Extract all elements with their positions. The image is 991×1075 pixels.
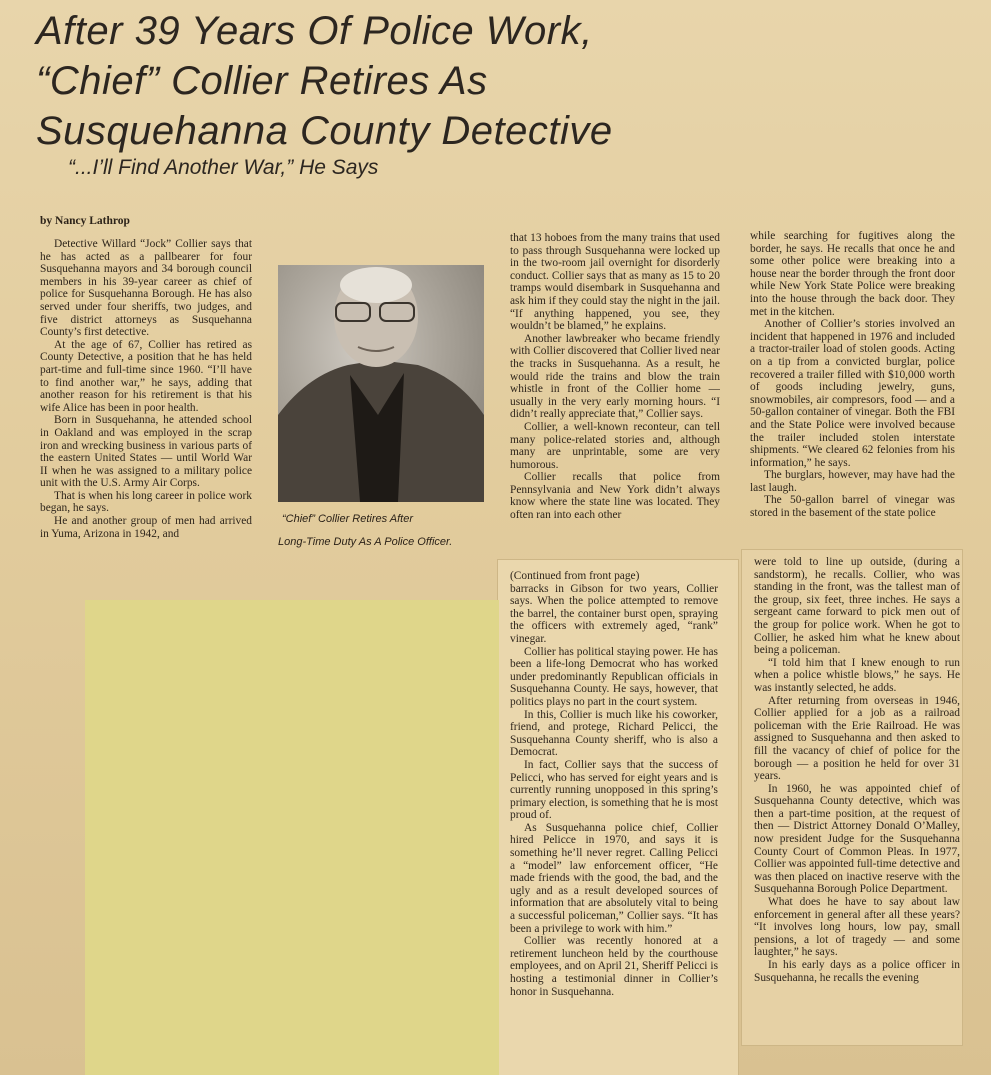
portrait-figure <box>278 265 484 502</box>
paragraph: Born in Susquehanna, he attended school in Oakland and was employed in the scrap iron and wrecking business in various parts of the eastern United States — until World War II when he was assigned to a military police unit with the U.S. Army Air Corps. <box>40 414 252 490</box>
headline-line-2: “Chief” Collier Retires As <box>36 59 488 103</box>
paragraph: After returning from overseas in 1946, Collier applied for a job as a railroad policeman with the Erie Railroad. He was assigned to Susquehanna and then asked to fill the vacancy of chief of police for the borough — a position he held for over 31 years. <box>754 694 960 783</box>
article-column-1 <box>40 238 252 600</box>
headline-line-3: Susquehanna County Detective <box>36 109 613 153</box>
paragraph: In 1960, he was appointed chief of Susquehanna County detective, which was then a part-time position, at the request of then — District Attorney Donald O’Malley, now president Judge for the Susquehanna County Court of Common Pleas. In 1977, Collier was appointed full-time detective and was then placed on inactive reserve with the Susquehanna Borough Police Department. <box>754 782 960 896</box>
paragraph: Detective Willard “Jock” Collier says that he has acted as a pallbearer for four Susquehanna mayors and 34 borough council members in his 39-year career as chief of police for Susquehanna Borough. He has also served under four sheriffs, two judges, and five district attorneys as Susquehanna County’s first detective. <box>40 238 252 339</box>
paragraph: Another lawbreaker who became friendly with Collier discovered that Collier lived near the tracks in Susquehanna. As a result, he would ride the trains and blow the train whistle in front of the Collier home — usually in the very early morning hours. “I didn’t really appreciate that,” Collier says. <box>510 332 720 421</box>
paragraph: were told to line up outside, (during a sandstorm), he recalls. Collier, who was standing in the front, was the tallest man of the group, six feet, three inches. He says a sergeant came forward to pick men out of the group for police work. When he got to Collier, he asked him what he knew about being a policeman. <box>754 556 960 657</box>
paragraph: “I told him that I knew enough to run when a police whistle blows,” he says. He was instantly selected, he adds. <box>754 656 960 694</box>
photo-caption-line-2: Long-Time Duty As A Police Officer. <box>278 536 453 548</box>
paragraph: Collier, a well-known reconteur, can tell many police-related stories and, although many are unprintable, some are very humorous. <box>510 420 720 471</box>
paragraph: that 13 hoboes from the many trains that used to pass through Susquehanna were locked up in the two-room jail overnight for disorderly conduct. Collier says that as many as 15 to 20 tramps would disembark in Susquehanna and ask him if they could stay the night in the jail. “If anything happened, you see, they wouldn’t be blamed,” he explains. <box>510 232 720 333</box>
paragraph: while searching for fugitives along the border, he says. He recalls that once he and some other police were breaking into a house near the border through the front door while New York State Police were breaking into the house through the back door. They met in the kitchen. <box>750 230 955 318</box>
article-column-3 <box>750 230 955 550</box>
paragraph: At the age of 67, Collier has retired as County Detective, a position that he has held part-time and full-time since 1960. “I’ll have to find another war,” he says, adding that another reason for his retirement is that his wife Alice has been in poor health. <box>40 338 252 414</box>
paragraph: The 50-gallon barrel of vinegar was stored in the basement of the state police <box>750 494 955 520</box>
paragraph: In this, Collier is much like his coworker, friend, and protege, Richard Pelicci, the Susquehanna County sheriff, who is also a Democrat. <box>510 708 718 759</box>
paragraph: The burglars, however, may have had the last laugh. <box>750 469 955 494</box>
article-column-5 <box>754 556 960 1042</box>
paragraph: What does he have to say about law enforcement in general after all these years? “It involves long hours, low pay, small pensions, a lot of tragedy — and some laughter,” he says. <box>754 896 960 959</box>
paragraph: Collier was recently honored at a retirement luncheon held by the courthouse employees, and on April 21, Sheriff Pelicci is hosting a testimonial dinner in Collier’s honor in Susquehanna. <box>510 935 718 998</box>
article-column-2 <box>510 232 720 568</box>
paragraph: As Susquehanna police chief, Collier hired Pelicce in 1970, and says it is something he’ll never regret. Calling Pelicci a “model” law enforcement officer, “He made friends with the good, the bad, and the ugly and as a result developed sources of information that are absolutely vital to being a successful policeman,” Collier says. “It has been a privilege to work with him.” <box>510 821 718 935</box>
paragraph: Collier recalls that police from Pennsylvania and New York didn’t always know where the state line was located. They often ran into each other <box>510 471 720 522</box>
redaction-block <box>85 600 499 1075</box>
continued-label: (Continued from front page) <box>510 570 640 582</box>
paragraph: In fact, Collier says that the success of Pelicci, who has served for eight years and is currently running unopposed in this spring’s primary election, is something that he is most proud of. <box>510 758 718 822</box>
paragraph: barracks in Gibson for two years, Collier says. When the police attempted to remove the barrel, the container burst open, spraying the officers with extremely aged, “rank” vinegar. <box>510 582 718 645</box>
subheadline: “...I’ll Find Another War,” He Says <box>68 156 379 179</box>
article-column-4 <box>510 570 718 1070</box>
portrait-photo <box>278 265 484 502</box>
paragraph: He and another group of men had arrived in Yuma, Arizona in 1942, and <box>40 515 252 540</box>
paragraph: Another of Collier’s stories involved an incident that happened in 1976 and included a tractor-trailer load of stolen goods. Acting on a tip from a convicted burglar, police recovered a trailer filled with $10,000 worth of goods including jewelry, guns, snowmobiles, air compresors, food — and a 50-gallon container of vinegar. Both the FBI and the State Police were involved because the trailer included stolen interstate shipments. “We cleared 62 felonies from his information,” he says. <box>750 318 955 469</box>
paragraph: That is when his long career in police work began, he says. <box>40 489 252 515</box>
headline-line-1: After 39 Years Of Police Work, <box>36 9 593 53</box>
headline <box>36 6 976 156</box>
paragraph: Collier has political staying power. He has been a life-long Democrat who has worked under predominantly Republican officials in Susquehanna County. He says, however, that politics plays no part in the court system. <box>510 645 718 708</box>
byline: by Nancy Lathrop <box>40 215 130 227</box>
paragraph: In his early days as a police officer in Susquehanna, he recalls the evening <box>754 959 960 984</box>
photo-caption-line-1: “Chief” Collier Retires After <box>282 513 414 525</box>
